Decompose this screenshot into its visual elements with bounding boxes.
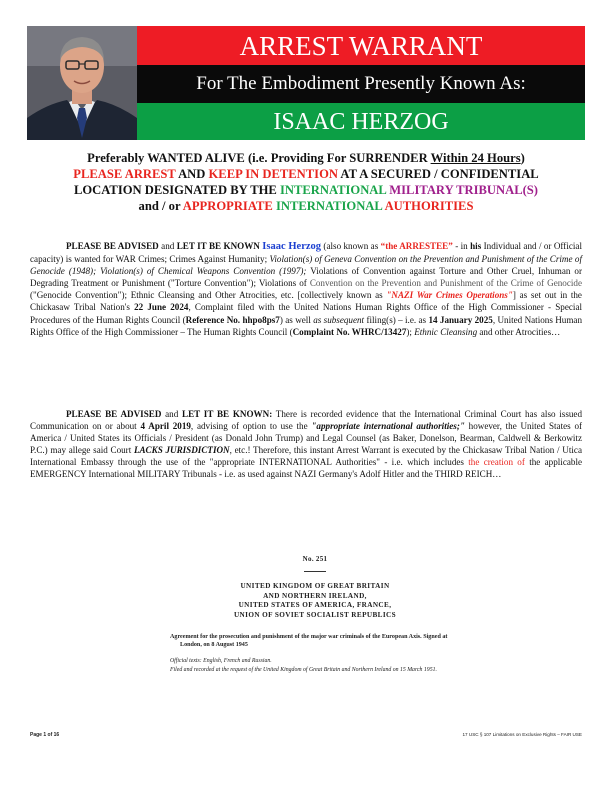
treaty-state-line: UNION OF SOVIET SOCIALIST REPUBLICS <box>233 610 397 619</box>
para-text: however, the United States of America / United States its Officials / President (as Donald John Trump) and Legal Counsel (as Baker, Donelson, Bearman, Caldwell & Berkowitz P.C.) may allege said Court <box>30 421 583 456</box>
headline-text: LOCATION DESIGNATED BY THE <box>73 183 280 197</box>
para-text: "appropriate international authorities;" <box>311 421 465 432</box>
treaty-number: No. 251 <box>302 555 328 563</box>
headline-text: Within 24 Hours <box>430 151 521 165</box>
headline-text: Preferably WANTED ALIVE (i.e. Providing For SURRENDER <box>87 151 431 165</box>
paragraph-2 <box>30 408 582 481</box>
para-text: Convention on the Prevention and Punishment of the Crime of Genocide <box>309 278 582 289</box>
para-text: PLEASE BE ADVISED <box>66 241 159 251</box>
para-text: and other Atrocities… <box>477 326 561 337</box>
headline-line-3 <box>30 182 582 198</box>
headline-text: PLEASE ARREST <box>73 167 176 181</box>
headline-text: AUTHORITIES <box>384 199 474 213</box>
headline-text: KEEP IN DETENTION <box>208 167 338 181</box>
para-text: the applicable EMERGENCY International MILITARY Tribunals - i.e. as used against NAZI Germany's Adolf Hitler and the THIRD REICH… <box>30 457 583 480</box>
treaty-state-line: UNITED STATES OF AMERICA, FRANCE, <box>238 601 392 610</box>
headline-text: APPROPRIATE <box>182 199 273 213</box>
para-text: LET IT BE KNOWN: <box>182 409 273 419</box>
banner-title: ARREST WARRANT <box>137 26 585 65</box>
para-text: the creation of <box>468 457 525 468</box>
treaty-official-texts: Official texts: English, French and Russian. <box>170 658 272 665</box>
headline-text: AND <box>175 167 209 181</box>
portrait-image <box>27 26 137 140</box>
para-text: and <box>158 241 177 251</box>
headline-line-2 <box>30 166 582 182</box>
para-text: as subsequent <box>313 314 365 325</box>
para-text: "NAZI War Crimes Operations" <box>386 290 513 301</box>
para-text: filing(s) – i.e. as <box>364 314 429 325</box>
banner-subtitle: For The Embodiment Presently Known As: <box>137 65 585 103</box>
para-text: Individual and / or Official capacity) is wanted for WAR Crimes; Crimes Against Humanity; <box>30 241 582 265</box>
para-text: 14 January 2025 <box>428 314 493 325</box>
treaty-state-line: UNITED KINGDOM OF GREAT BRITAIN <box>240 582 390 590</box>
para-text: Complaint No. WHRC/13427 <box>292 326 407 337</box>
treaty-filed-note: Filed and recorded at the request of the United Kingdom of Great Britain and Northern Ireland on 15 March 1951. <box>170 666 437 673</box>
para-text: , Complaint filed with the United Nations Human Rights Office of the High Commissioner - Special Procedures of the Human Rights Council ( <box>30 302 583 325</box>
para-text: Ethnic Cleansing <box>414 326 478 337</box>
para-text: Reference No. hhpo8ps7 <box>185 314 280 325</box>
para-text: , etc.! Therefore, this instant Arrest Warrant is executed by the Chickasaw Tribal Nation / Utica International Embassy through the use of the "appropriate INTERNATIONAL Authorities" - i.e. which includes <box>30 445 582 468</box>
para-text: Violation(s) of Geneva Convention on the Prevention and Punishment of the Crime of Genocide (1948); Violation(s) of Chemical Weapons Convention (1997); <box>30 254 582 277</box>
para-text: ); <box>406 326 415 337</box>
treaty-divider <box>304 571 326 572</box>
para-text: LET IT BE KNOWN <box>176 241 260 251</box>
para-text: ] as set out in the Chickasaw Tribal Nation's <box>30 290 582 313</box>
para-text: “the ARRESTEE” <box>380 241 453 251</box>
header-banner <box>27 26 585 140</box>
para-text: 4 April 2019 <box>140 421 191 432</box>
arrestee-name: Isaac Herzog <box>262 241 322 252</box>
para-text: , advising of option to use the <box>190 421 312 432</box>
para-text: PLEASE BE ADVISED <box>66 409 162 419</box>
para-text: There is recorded evidence that the International Criminal Court has also issued Communication on or about <box>30 409 583 432</box>
portrait-photo <box>27 26 137 140</box>
para-text: LACKS JURISDICTION <box>133 445 230 456</box>
treaty-agreement: Agreement for the prosecution and punishment of the major war criminals of the European Axis. Signed at London, on 8 August 1945 <box>170 634 448 649</box>
page-number: Page 1 of 16 <box>30 732 60 738</box>
para-text: (also known as <box>321 241 381 251</box>
para-text: Violations of Convention against Torture and Other Cruel, Inhuman or Degrading Treatment or Punishment ("Torture Convention"); Violations of <box>30 266 582 289</box>
para-text: ) as well <box>279 314 314 325</box>
para-text: , United Nations Human Rights Office of the High Commissioner – The Human Rights Council ( <box>30 314 582 337</box>
treaty-excerpt <box>170 555 460 674</box>
para-text: 22 June 2024 <box>134 302 189 313</box>
headline-text: AT A SECURED / CONFIDENTIAL <box>337 167 539 181</box>
headline-text: MILITARY TRIBUNAL(S) <box>389 183 538 197</box>
footer-reference: 17 USC § 107 Limitations on Exclusive Rights – FAIR USE <box>462 732 582 737</box>
headline-text: and / or <box>138 199 183 213</box>
treaty-state-line: AND NORTHERN IRELAND, <box>263 591 367 600</box>
para-text: his <box>470 241 482 251</box>
treaty-states <box>170 582 460 620</box>
headline-line-1 <box>30 150 582 166</box>
para-text: and <box>161 409 183 419</box>
headline-block <box>30 150 582 214</box>
para-text: - in <box>452 241 471 251</box>
headline-text: INTERNATIONAL <box>275 199 383 213</box>
headline-line-4 <box>30 198 582 214</box>
paragraph-1 <box>30 240 582 338</box>
headline-text: ) <box>520 151 525 165</box>
headline-text: INTERNATIONAL <box>279 183 387 197</box>
banner-name: ISAAC HERZOG <box>137 103 585 140</box>
para-text: ("Genocide Convention"); Ethnic Cleansing and Other Atrocities, etc. [collectively known as <box>30 290 387 301</box>
